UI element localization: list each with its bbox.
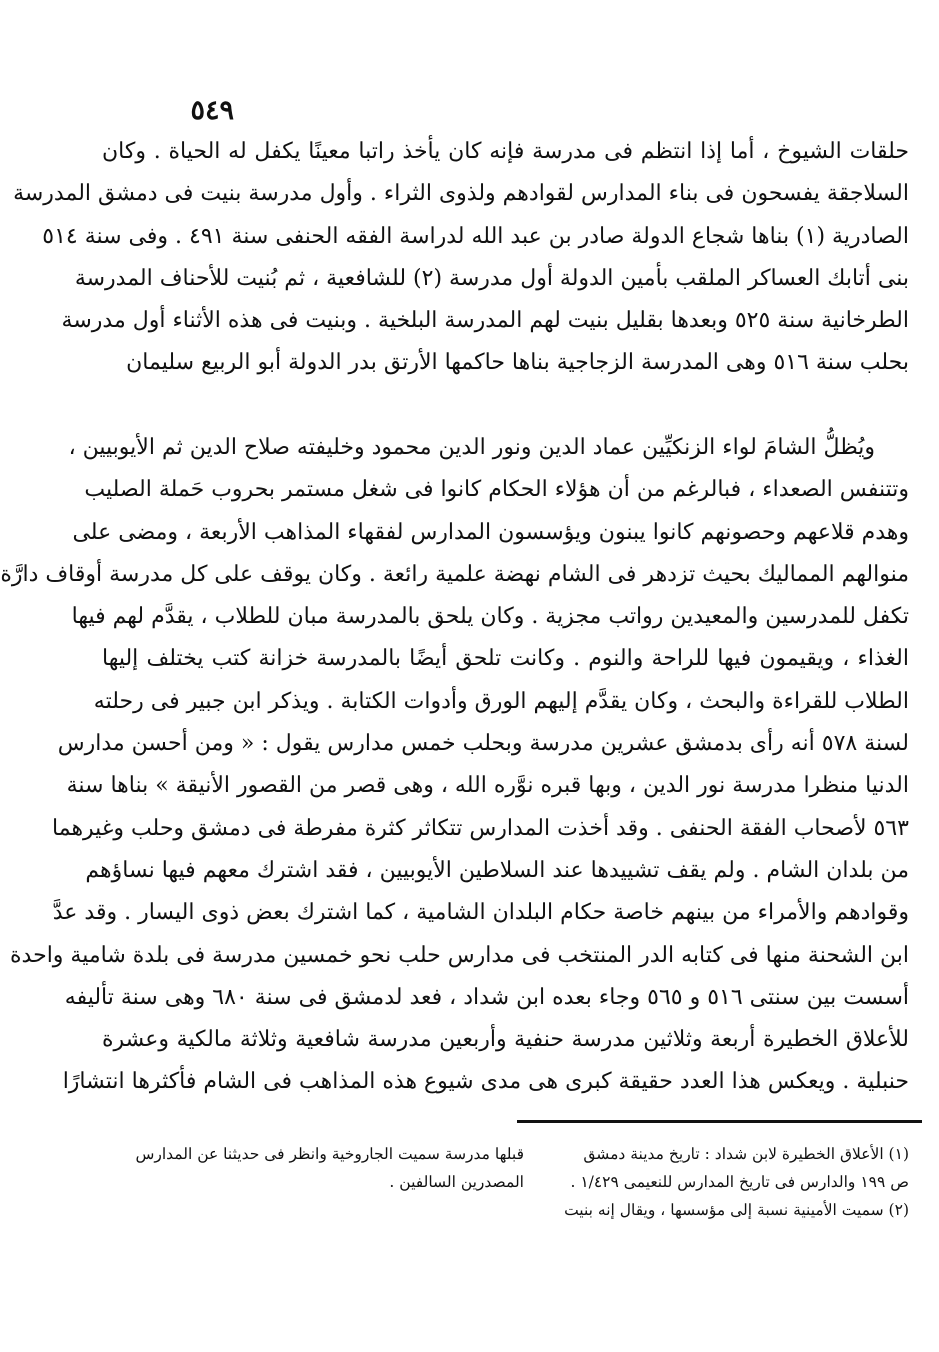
page-number: ٥٤٩ — [190, 95, 234, 126]
footnote-line: ص ١٩٩ والدارس فى تاريخ المدارس للنعيمى ١/٤٢٩ . — [570, 1173, 909, 1191]
footnote-line: (٢) سميت الأمينية نسبة إلى مؤسسها ، ويقال إنه بنيت — [564, 1201, 909, 1219]
paragraph-2-line: وقوادهم والأمراء من بينهم خاصة حكام البلدان الشامية ، كما اشترك بعض ذوى اليسار . وقد عدَّ — [52, 900, 909, 926]
paragraph-1-line: الصادرية (١) بناها شجاع الدولة صادر بن عبد الله لدراسة الفقه الحنفى سنة ٤٩١ . وفى سنة ٥١٤ — [42, 223, 909, 249]
paragraph-2 — [0, 427, 909, 1104]
paragraph-2-line: للأعلاق الخطيرة أربعة وثلاثين مدرسة حنفية وأربعين مدرسة شافعية وثلاثة مالكية وعشرة — [102, 1027, 909, 1053]
paragraph-1-line: الطرخانية سنة ٥٢٥ وبعدها بقليل بنيت لهم المدرسة البلخية . وبنيت فى هذه الأثناء أول مدرسة — [61, 308, 909, 334]
paragraph-2-line: من بلدان الشام . ولم يقف تشييدها عند السلاطين الأيوبيين ، فقد اشترك معهم فيها نساؤهم — [85, 857, 909, 883]
paragraph-2-line: الطلاب للقراءة والبحث ، وكان يقدَّم إليهم الورق وأدوات الكتابة . ويذكر ابن جبير فى رحلته — [93, 688, 909, 714]
paragraph-2-line: الدنيا منظرا مدرسة نور الدين ، وبها قبره نوَّره الله ، وهى قصر من القصور الأنيقة » بناها سنة — [66, 773, 909, 799]
paragraph-2-line: وتتنفس الصعداء ، فبالرغم من أن هؤلاء الحكام كانوا فى شغل مستمر بحروب حَملة الصليب — [84, 477, 909, 503]
paragraph-1-line: حلقات الشيوخ ، أما إذا انتظم فى مدرسة فإنه كان يأخذ راتبا معينًا يكفل له الحياة . وكان — [102, 139, 909, 164]
footnote-line: المصدرين السالفين . — [389, 1173, 524, 1191]
footnote-line: قبلها مدرسة سميت الجاروخية وانظر فى حديثنا عن المدارس — [135, 1145, 524, 1163]
paragraph-1 — [13, 131, 909, 385]
footnote-line: (١) الأعلاق الخطيرة لابن شداد : تاريخ مدينة دمشق — [583, 1145, 909, 1163]
footnotes-left-column — [135, 1140, 524, 1196]
paragraph-2-line: وهدم قلاعهم وحصونهم كانوا يبنون ويؤسسون المدارس لفقهاء المذاهب الأربعة ، ومضى على — [72, 519, 909, 545]
paragraph-2-line: لسنة ٥٧٨ أنه رأى بدمشق عشرين مدرسة وبحلب خمس مدارس يقول : « ومن أحسن مدارس — [57, 731, 909, 757]
paragraph-1-line: بنى أتابك العساكر الملقب بأمين الدولة أول مدرسة (٢) للشافعية ، ثم بُنيت للأحناف المدرسة — [74, 265, 909, 291]
footnotes-right-column — [549, 1140, 909, 1224]
paragraph-2-line: أسست بين سنتى ٥١٦ و ٥٦٥ وجاء بعده ابن شداد ، فعد لدمشق فى سنة ٦٨٠ وهى سنة تأليفه — [64, 984, 909, 1010]
paragraph-2-line: الغذاء ، ويقيمون فيها للراحة والنوم . وكانت تلحق أيضًا بالمدرسة خزانة كتب يختلف إليها — [102, 646, 909, 672]
paragraph-2-line: ابن الشحنة منها فى كتابه الدر المنتخب فى مدارس حلب نحو خمسين مدرسة فى بلدة شامية واحدة — [10, 942, 909, 968]
paragraph-1-line: السلاجقة يفسحون فى بناء المدارس لقوادهم ولذوى الثراء . وأول مدرسة بنيت فى دمشق المدرسة — [13, 181, 909, 207]
paragraph-2-line: تكفل للمدرسين والمعيدين رواتب مجزية . وكان يلحق بالمدرسة مبان للطلاب ، يقدَّم لهم فيها — [71, 604, 909, 630]
paragraph-2-line: ٥٦٣ لأصحاب الفقة الحنفى . وقد أخذت المدارس تتكاثر كثرة مفرطة فى دمشق وحلب وغيرهما — [52, 815, 909, 841]
paragraph-1-line: بحلب سنة ٥١٦ وهى المدرسة الزجاجية بناها حاكمها الأرتق بدر الدولة أبو الربيع سليمان — [126, 350, 909, 376]
paragraph-2-line: ويُظلُّ الشامَ لواء الزنكيِّين عماد الدين ونور الدين محمود وخليفته صلاح الدين ثم الأيوبيين ، — [68, 435, 875, 460]
footnote-divider — [517, 1120, 922, 1123]
paragraph-2-line: منوالهم المماليك بحيث تزدهر فى الشام نهضة علمية رائعة . وكان يوقف على كل مدرسة أوقاف دارَّة — [0, 561, 909, 587]
paragraph-2-line: حنبلية . ويعكس هذا العدد حقيقة كبرى هى مدى شيوع هذه المذاهب فى الشام فأكثرها انتشارًا — [62, 1069, 909, 1095]
